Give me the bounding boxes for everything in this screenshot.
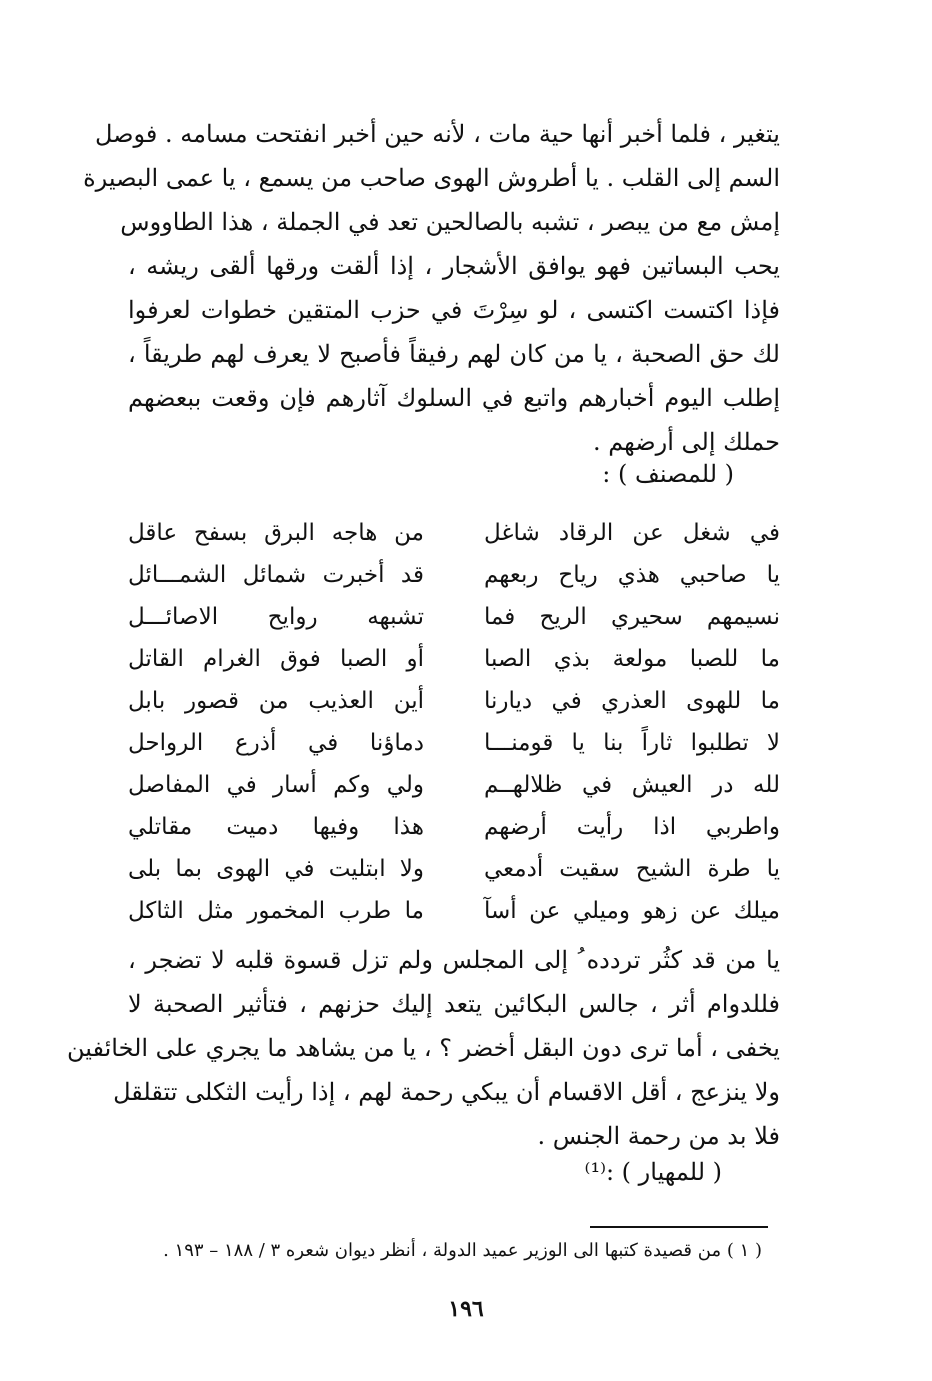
text-line: يتغير ، فلما أخبر أنها حية مات ، لأنه حين أخبر انفتحت مسامه . فوصل [94, 120, 780, 148]
verse-line [128, 764, 780, 806]
second-hemistich: أين العذيب من قصور بابل [128, 688, 424, 714]
footnote-divider [590, 1226, 768, 1228]
text-line: يحب البساتين فهو يوافق الأشجار ، إذا ألقت ورقها ألقى ريشه ، [128, 252, 780, 280]
text-line: فإذا اكتست اكتسى ، لو سِرْتَ في حزب المتقين خطوات لعرفوا [128, 296, 780, 324]
verse-line [128, 722, 780, 764]
verse-line [128, 554, 780, 596]
first-hemistich: ميلك عن زهو وميلي عن أسآ [484, 898, 780, 924]
page-number: ١٩٦ [448, 1296, 484, 1322]
poem-attribution-heading: ( للمصنف ) : [602, 460, 734, 488]
first-hemistich: واطربي اذا رأيت أرضهم [484, 814, 780, 840]
first-hemistich: يا طرة الشيح سقيت أدمعي [484, 856, 780, 882]
text-line: ولا ينزعج ، أقل الاقسام أن يبكي رحمة لهم ، إذا رأيت الثكلى تتقلقل [113, 1078, 780, 1106]
first-hemistich: ما للصبا مولعة بذي الصبا [484, 646, 780, 672]
first-hemistich: لله در العيش في ظلالهــم [484, 772, 780, 798]
text-line: إمش مع من يبصر ، تشبه بالصالحين تعد في الجملة ، هذا الطاووس [120, 208, 780, 236]
text-line: يخفى ، أما ترى دون البقل أخضر ؟ ، يا من يشاهد ما يجري على الخائفين [66, 1034, 780, 1062]
verse-line [128, 806, 780, 848]
verse-line [128, 890, 780, 932]
second-hemistich: أو الصبا فوق الغرام القاتل [128, 646, 424, 672]
poem-verses [128, 512, 780, 932]
verse-line [128, 638, 780, 680]
text-line: فلا بد من رحمة الجنس . [537, 1122, 780, 1150]
verse-line [128, 512, 780, 554]
text-line: فللدوام أثر ، جالس البكائين يتعد إليك حزنهم ، فتأثير الصحبة لا [128, 990, 780, 1018]
text-line: حملك إلى أرضهم . [592, 428, 780, 456]
text-line: يا من قد كثُر تردده ُ إلى المجلس ولم تزل قسوة قلبه لا تضجر ، [128, 946, 780, 974]
first-hemistich: ما للهوى العذري في ديارنا [484, 688, 780, 714]
second-hemistich: قد أخبرت شمائل الشمـــائل [128, 562, 424, 588]
poem-attribution-heading: ( للمهيار ) :⁽¹⁾ [584, 1158, 722, 1186]
second-hemistich: ولا ابتليت في الهوى بما بلى [128, 856, 424, 882]
second-hemistich: من هاجه البرق بسفح عاقل [128, 520, 424, 546]
verse-line [128, 848, 780, 890]
first-hemistich: لا تطلبوا ثاراً بنا يا قومنـــا [484, 730, 780, 756]
second-hemistich: ما طرب المخمور مثل الثاكل [128, 898, 424, 924]
second-hemistich: تشبهه روايح الاصائـــل [128, 604, 424, 630]
verse-line [128, 680, 780, 722]
second-hemistich: هذا وفيها دميت مقاتلي [128, 814, 424, 840]
verse-line [128, 596, 780, 638]
paragraph-1 [83, 112, 780, 464]
second-hemistich: ولي وكم أسار في المفاصل [128, 772, 424, 798]
first-hemistich: نسيمهم سحيري الريح فما [484, 604, 780, 630]
first-hemistich: في شغل عن الرقاد شاغل [484, 520, 780, 546]
text-line: السم إلى القلب . يا أطروش الهوى صاحب من يسمع ، يا عمى البصيرة [83, 164, 780, 192]
paragraph-2 [66, 938, 780, 1158]
footnote: ( ١ ) من قصيدة كتبها الى الوزير عميد الدولة ، أنظر ديوان شعره ٣ / ١٨٨ – ١٩٣ . [163, 1240, 762, 1261]
text-line: لك حق الصحبة ، يا من كان لهم رفيقاً فأصبح لا يعرف لهم طريقاً ، [128, 340, 780, 368]
text-line: إطلب اليوم أخبارهم واتبع في السلوك آثارهم فإن وقعت ببعضهم [128, 384, 780, 412]
first-hemistich: يا صاحبي هذي رياح ربعهم [484, 562, 780, 588]
second-hemistich: دماؤنا في أذرع الرواحل [128, 730, 424, 756]
